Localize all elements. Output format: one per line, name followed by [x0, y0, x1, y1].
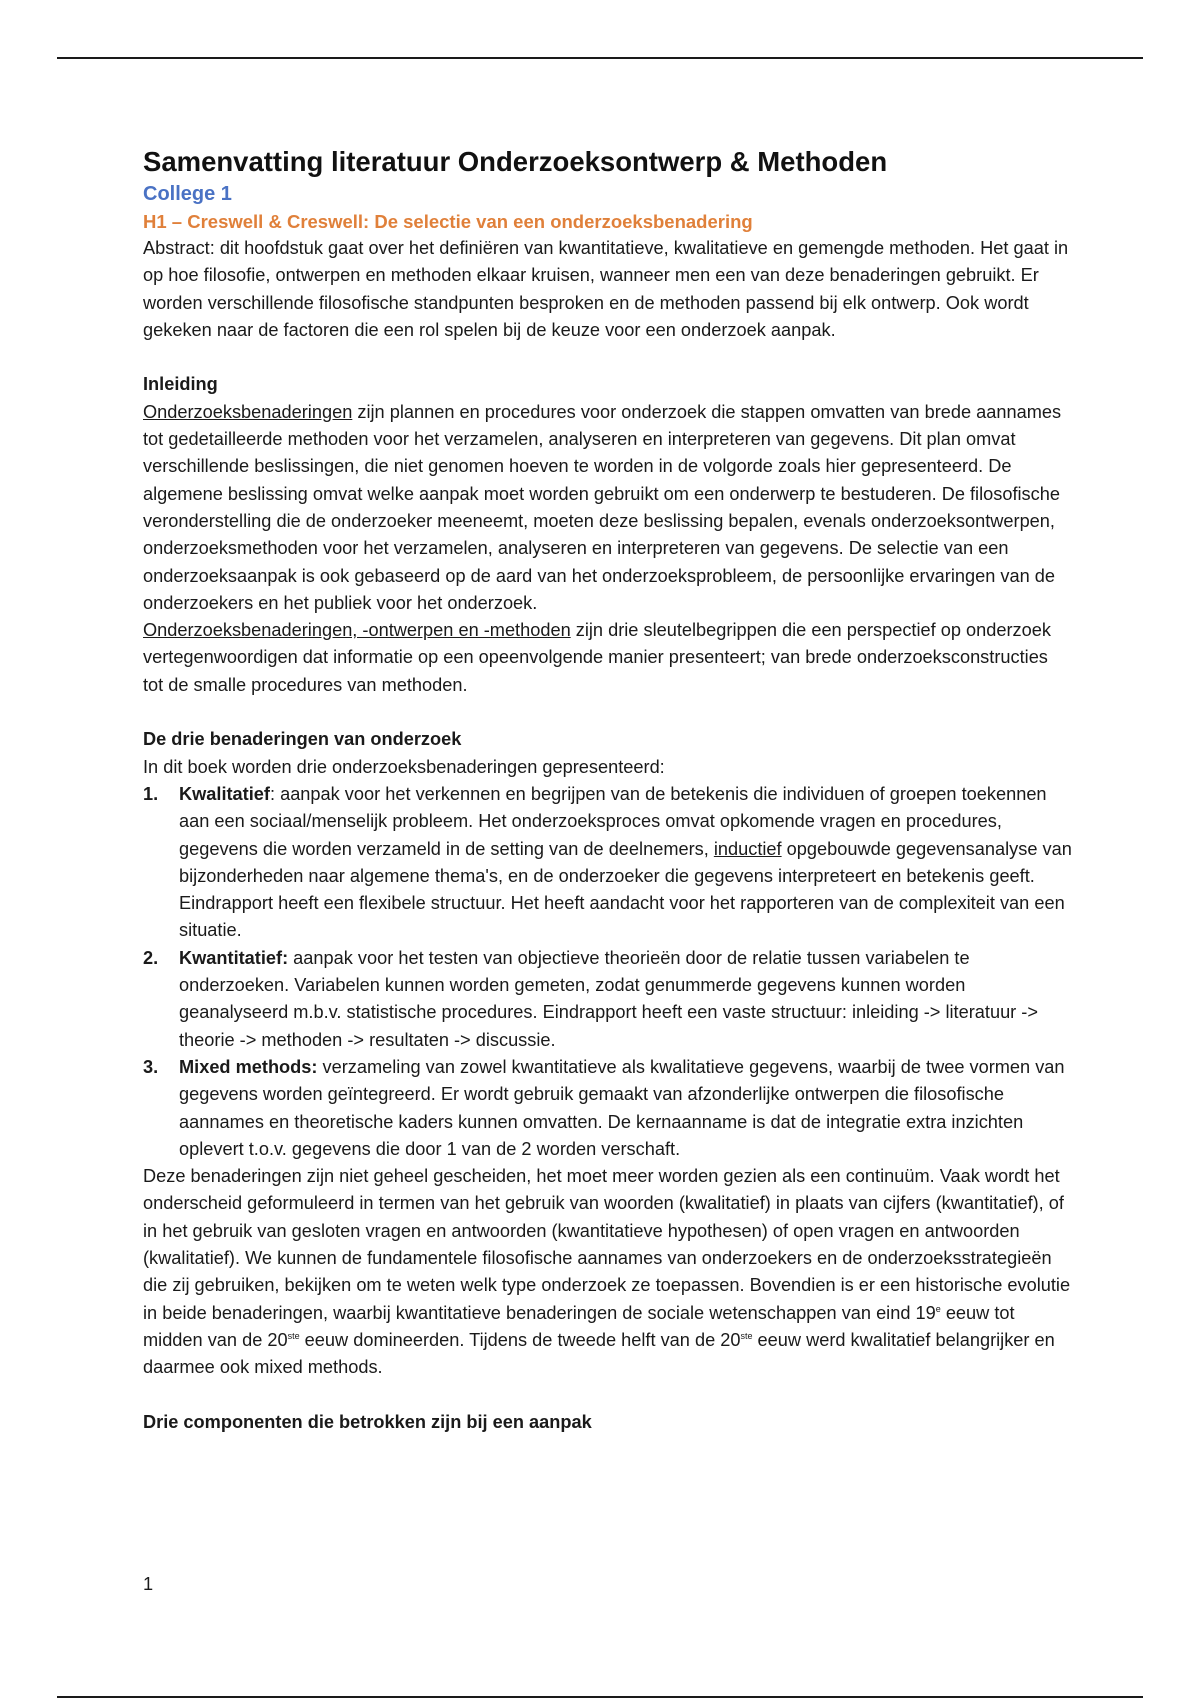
list-text: aanpak voor het testen van objectieve theorieën door de relatie tussen variabelen te onderzoeken. Variabelen kunnen worden gemeten, zodat genummerde gegevens kunnen worden geanalyseerd m.b.v. statistische procedures. Eindrapport heeft een vaste structuur: inleiding -> literatuur -> theorie -> methoden -> resultaten -> discussie.	[179, 947, 1038, 1050]
spacer	[143, 344, 1073, 371]
underlined-term: inductief	[713, 838, 782, 859]
footer-rule	[57, 1696, 1143, 1698]
document-title: Samenvatting literatuur Onderzoeksontwerp & Methoden	[143, 146, 888, 177]
spacer	[143, 699, 1073, 726]
list-text: verzameling van zowel kwantitatieve als kwalitatieve gegevens, waarbij de twee vormen van gegevens worden geïntegreerd. Er wordt gebruik gemaakt van afzonderlijke ontwerpen die filosofische aannames en theoretische kaders kunnen omvatten. De kernaanname is dat de integratie extra inzichten oplevert t.o.v. gegevens die door 1 van de 2 worden verschaft.	[179, 1056, 1065, 1159]
paragraph-text: eeuw werd kwalitatief belangrijker en daarmee ook mixed methods.	[143, 1329, 1055, 1378]
document-body	[143, 144, 1073, 1436]
benaderingen-paragraph	[143, 1163, 1073, 1381]
college-heading: College 1	[143, 183, 232, 205]
page-number: 1	[143, 1574, 154, 1594]
list-term: Kwalitatief	[179, 783, 270, 804]
benaderingen-heading: De drie benaderingen van onderzoek	[143, 729, 462, 750]
spacer	[143, 1381, 1073, 1408]
inleiding-heading: Inleiding	[143, 374, 218, 395]
superscript: ste	[740, 1330, 753, 1341]
chapter-heading: H1 – Creswell & Creswell: De selectie van een onderzoeksbenadering	[143, 211, 753, 232]
list-item	[143, 945, 1073, 1054]
componenten-heading: Drie componenten die betrokken zijn bij een aanpak	[143, 1411, 592, 1432]
paragraph-text: zijn plannen en procedures voor onderzoek die stappen omvatten van brede aannames tot gedetailleerde methoden voor het verzamelen, analyseren en interpreteren van gegevens. Dit plan omvat verschillende beslissingen, die niet genomen hoeven te worden in de volgorde zoals hier gepresenteerd. De algemene beslissing omvat welke aanpak moet worden gebruikt om een onderwerp te bestuderen. De filosofische veronderstelling die de onderzoeker meeneemt, moeten deze beslissing bepalen, evenals onderzoeksontwerpen, onderzoeksmethoden voor het verzamelen, analyseren en interpreteren van gegevens. De selectie van een onderzoeksaanpak is ook gebaseerd op de aard van het onderzoeksprobleem, de persoonlijke ervaringen van de onderzoekers en het publiek voor het onderzoek.	[143, 401, 1062, 613]
superscript: e	[935, 1303, 941, 1314]
list-text: : aanpak voor het verkennen en begrijpen van de betekenis die individuen of groepen toekennen aan een sociaal/menselijk probleem. Het onderzoeksproces omvat opkomende vragen en procedures, gegevens die worden verzameld in de setting van de deelnemers,	[179, 783, 1047, 859]
list-number: 2.	[143, 947, 159, 968]
list-text: opgebouwde gegevensanalyse van bijzonderheden naar algemene thema's, en de onderzoeker die gegevens interpreteert en betekenis geeft. Eindrapport heeft een flexibele structuur. Het heeft aandacht voor het rapporteren van de complexiteit van een situatie.	[179, 838, 1072, 941]
list-item	[143, 1054, 1073, 1163]
paragraph-text: Deze benaderingen zijn niet geheel gescheiden, het moet meer worden gezien als een continuüm. Vaak wordt het onderscheid geformuleerd in termen van het gebruik van woorden (kwalitatief) in plaats van cijfers (kwantitatief), of in het gebruik van gesloten vragen en antwoorden (kwantitatieve hypothesen) of open vragen en antwoorden (kwalitatief). We kunnen de fundamentele filosofische aannames van onderzoekers en de onderzoeksstrategieën die zij gebruiken, bekijken om te weten welk type onderzoek ze toepassen. Bovendien is er een historische evolutie in beide benaderingen, waarbij kwantitatieve benaderingen de sociale wetenschappen van eind 19	[143, 1166, 1071, 1323]
abstract-paragraph: Abstract: dit hoofdstuk gaat over het definiëren van kwantitatieve, kwalitatieve en gemengde methoden. Het gaat in op hoe filosofie, ontwerpen en methoden elkaar kruisen, wanneer men een van deze benaderingen gebruikt. Er worden verschillende filosofische standpunten besproken en de methoden passend bij elk ontwerp. Ook wordt gekeken naar de factoren die een rol spelen bij de keuze voor een onderzoek aanpak.	[143, 238, 1069, 340]
benaderingen-intro: In dit boek worden drie onderzoeksbenaderingen gepresenteerd:	[143, 756, 665, 777]
superscript: ste	[287, 1330, 300, 1341]
methods-list	[143, 781, 1073, 1163]
underlined-term: Onderzoeksbenaderingen	[143, 401, 353, 422]
inleiding-paragraph-1	[143, 399, 1073, 617]
inleiding-paragraph-2	[143, 617, 1073, 699]
paragraph-text: eeuw domineerden. Tijdens de tweede helft van de 20	[299, 1329, 741, 1350]
list-item	[143, 781, 1073, 945]
list-term: Kwantitatief:	[179, 947, 289, 968]
header-rule	[57, 57, 1143, 59]
underlined-term: Onderzoeksbenaderingen, -ontwerpen en -methoden	[143, 620, 571, 641]
list-number: 3.	[143, 1056, 159, 1077]
list-number: 1.	[143, 783, 159, 804]
paragraph-text: zijn drie sleutelbegrippen die een perspectief op onderzoek vertegenwoordigen dat informatie op een opeenvolgende manier presenteert; van brede onderzoeksconstructies tot de smalle procedures van methoden.	[143, 620, 1051, 695]
paragraph-text: eeuw tot midden van de 20	[143, 1302, 1015, 1350]
list-term: Mixed methods:	[179, 1056, 318, 1077]
